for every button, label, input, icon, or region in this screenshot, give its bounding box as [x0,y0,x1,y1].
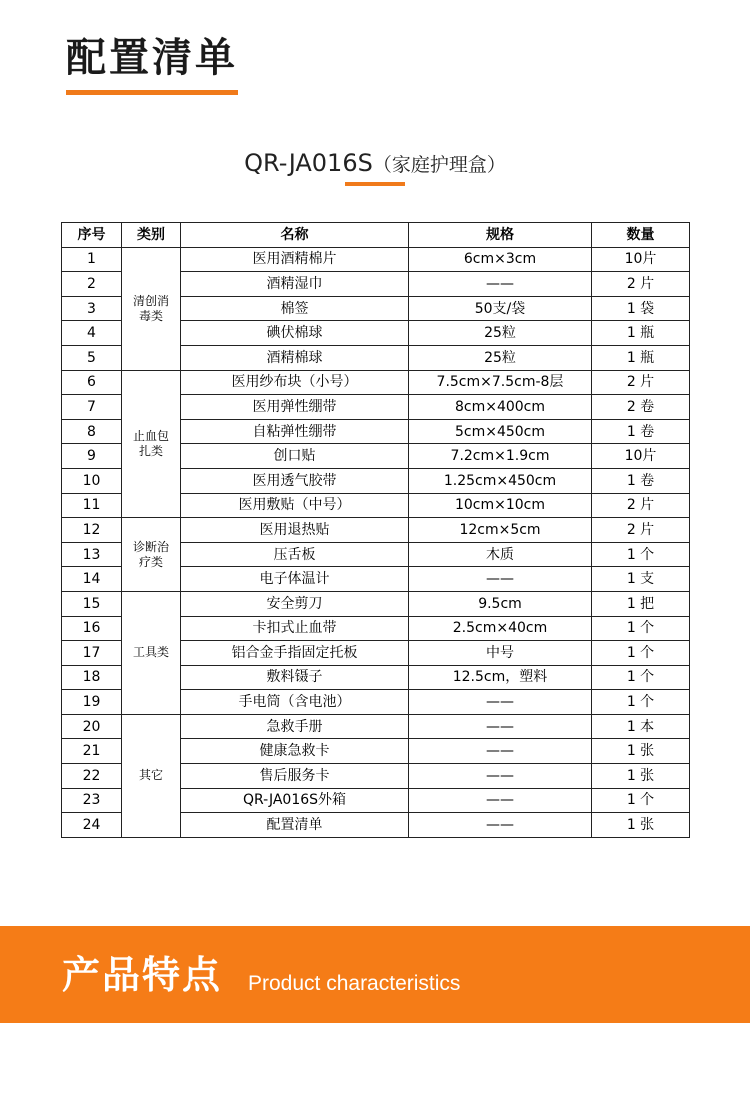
row-number: 10 [62,468,122,493]
item-name: 医用敷贴（中号） [181,493,409,518]
header-category: 类别 [122,223,181,248]
product-model: QR-JA016S [244,149,373,177]
header-spec: 规格 [409,223,592,248]
row-number: 3 [62,296,122,321]
item-qty: 1 本 [592,714,690,739]
item-spec: 12.5cm，塑料 [409,665,592,690]
item-qty: 10片 [592,247,690,272]
row-number: 19 [62,690,122,715]
item-name: 棉签 [181,296,409,321]
title-underline [66,90,238,95]
header-name: 名称 [181,223,409,248]
item-qty: 1 卷 [592,419,690,444]
banner-title-en: Product characteristics [248,972,461,995]
item-qty: 2 片 [592,272,690,297]
item-qty: 2 片 [592,493,690,518]
row-number: 21 [62,739,122,764]
item-spec: 7.5cm×7.5cm-8层 [409,370,592,395]
table-row [62,714,690,739]
category-cell: 清创消 毒类 [122,247,181,370]
item-qty: 1 袋 [592,296,690,321]
item-qty: 1 个 [592,665,690,690]
row-number: 12 [62,518,122,543]
item-name: 敷料镊子 [181,665,409,690]
item-qty: 1 卷 [592,468,690,493]
row-number: 20 [62,714,122,739]
item-spec: 6cm×3cm [409,247,592,272]
item-name: QR-JA016S外箱 [181,788,409,813]
table-header-row [62,223,690,248]
item-spec: 50支/袋 [409,296,592,321]
item-spec: —— [409,690,592,715]
item-name: 医用透气胶带 [181,468,409,493]
item-name: 急救手册 [181,714,409,739]
item-spec: —— [409,764,592,789]
row-number: 4 [62,321,122,346]
item-qty: 1 个 [592,616,690,641]
row-number: 13 [62,542,122,567]
item-name: 配置清单 [181,813,409,838]
row-number: 17 [62,641,122,666]
item-qty: 1 个 [592,641,690,666]
item-qty: 1 个 [592,788,690,813]
row-number: 16 [62,616,122,641]
banner-title-cn: 产品特点 [62,953,223,997]
table-row [62,370,690,395]
item-qty: 1 瓶 [592,345,690,370]
item-spec: 7.2cm×1.9cm [409,444,592,469]
item-spec: 12cm×5cm [409,518,592,543]
item-name: 医用纱布块（小号） [181,370,409,395]
item-qty: 1 个 [592,542,690,567]
item-qty: 1 个 [592,690,690,715]
item-qty: 1 把 [592,591,690,616]
item-qty: 1 张 [592,764,690,789]
item-qty: 1 瓶 [592,321,690,346]
row-number: 11 [62,493,122,518]
item-name: 酒精湿巾 [181,272,409,297]
row-number: 24 [62,813,122,838]
subtitle-underline [345,182,405,186]
item-name: 医用酒精棉片 [181,247,409,272]
item-name: 售后服务卡 [181,764,409,789]
row-number: 15 [62,591,122,616]
item-spec: —— [409,788,592,813]
row-number: 8 [62,419,122,444]
item-qty: 2 卷 [592,395,690,420]
item-name: 卡扣式止血带 [181,616,409,641]
table-row [62,247,690,272]
item-qty: 10片 [592,444,690,469]
category-cell: 止血包 扎类 [122,370,181,518]
product-subtitle [0,146,750,182]
item-name: 手电筒（含电池） [181,690,409,715]
item-name: 健康急救卡 [181,739,409,764]
item-spec: 2.5cm×40cm [409,616,592,641]
row-number: 1 [62,247,122,272]
item-name: 碘伏棉球 [181,321,409,346]
config-table [61,222,690,838]
item-spec: 10cm×10cm [409,493,592,518]
item-name: 压舌板 [181,542,409,567]
item-spec: 木质 [409,542,592,567]
row-number: 23 [62,788,122,813]
item-spec: 5cm×450cm [409,419,592,444]
item-name: 自粘弹性绷带 [181,419,409,444]
row-number: 5 [62,345,122,370]
product-type: （家庭护理盒） [372,154,506,176]
item-name: 酒精棉球 [181,345,409,370]
item-qty: 1 支 [592,567,690,592]
table-row [62,518,690,543]
item-spec: 9.5cm [409,591,592,616]
item-spec: 中号 [409,641,592,666]
item-spec: —— [409,813,592,838]
row-number: 18 [62,665,122,690]
item-name: 创口贴 [181,444,409,469]
row-number: 9 [62,444,122,469]
item-name: 医用退热贴 [181,518,409,543]
item-spec: 25粒 [409,345,592,370]
item-name: 医用弹性绷带 [181,395,409,420]
item-qty: 1 张 [592,739,690,764]
item-qty: 2 片 [592,518,690,543]
item-spec: —— [409,714,592,739]
item-spec: 25粒 [409,321,592,346]
page-title: 配置清单 [66,35,238,81]
header-qty: 数量 [592,223,690,248]
item-spec: —— [409,272,592,297]
item-spec: 1.25cm×450cm [409,468,592,493]
item-spec: —— [409,567,592,592]
row-number: 14 [62,567,122,592]
item-qty: 2 片 [592,370,690,395]
row-number: 6 [62,370,122,395]
row-number: 7 [62,395,122,420]
item-name: 安全剪刀 [181,591,409,616]
row-number: 22 [62,764,122,789]
item-spec: —— [409,739,592,764]
item-spec: 8cm×400cm [409,395,592,420]
table-row [62,591,690,616]
header-no: 序号 [62,223,122,248]
category-cell: 其它 [122,714,181,837]
row-number: 2 [62,272,122,297]
item-name: 铝合金手指固定托板 [181,641,409,666]
category-cell: 诊断治 疗类 [122,518,181,592]
table-body [62,247,690,837]
item-qty: 1 张 [592,813,690,838]
category-cell: 工具类 [122,591,181,714]
item-name: 电子体温计 [181,567,409,592]
